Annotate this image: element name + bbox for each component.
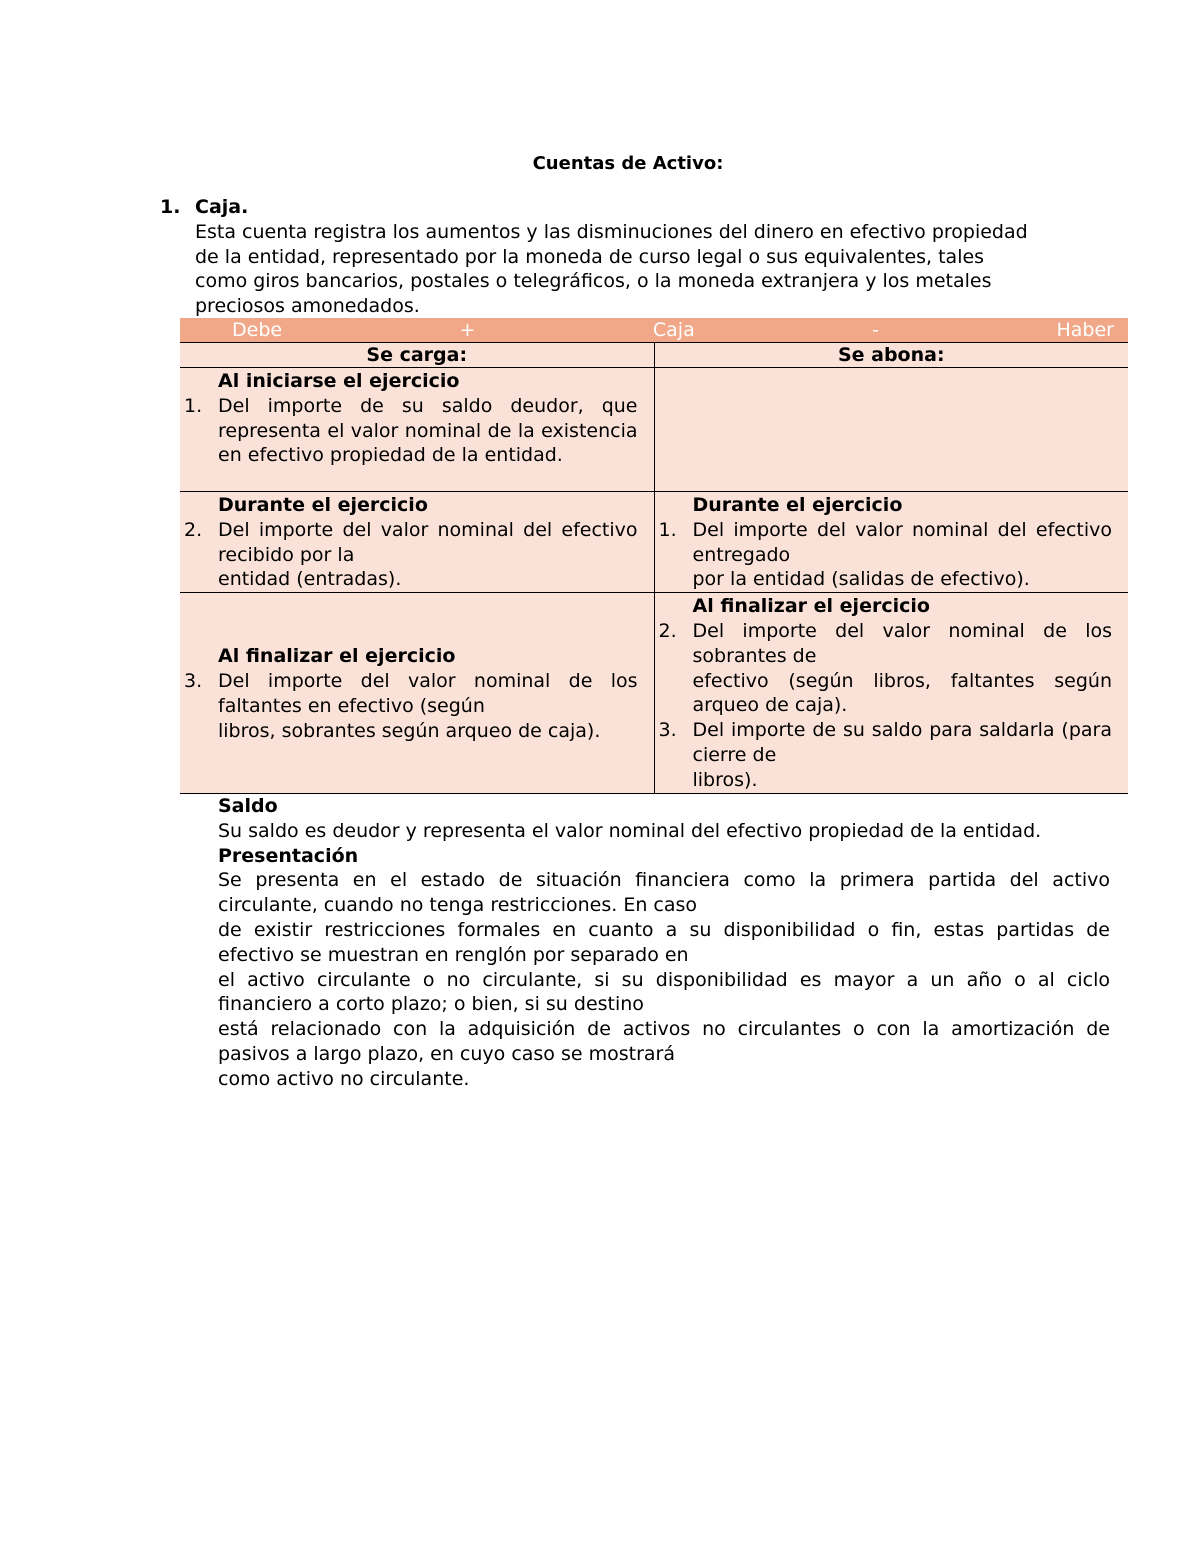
table-row <box>180 593 1128 793</box>
list-item <box>182 394 638 468</box>
item-number: 3. <box>658 719 677 742</box>
cell-title: Al finalizar el ejercicio <box>692 595 930 618</box>
caption-minus: - <box>872 319 880 341</box>
section-number: 1. <box>160 196 181 218</box>
item-text: Del importe del valor nominal de los faltantes en efectivo (según <box>218 669 638 717</box>
item-number: 2. <box>184 518 203 541</box>
empty-cell <box>654 368 1128 492</box>
page-title: Cuentas de Activo: <box>532 153 724 174</box>
item-text: Del importe del valor nominal de los sobrantes de <box>692 619 1112 667</box>
section-caja <box>160 195 1040 319</box>
list-item <box>657 718 1113 792</box>
item-text: libros). <box>692 768 758 791</box>
presentacion-line: de existir restricciones formales en cuanto a su disponibilidad o fin, estas partidas de efectivo se muestran en renglón por separado en <box>218 918 1110 966</box>
t-account-header <box>180 343 1128 368</box>
item-text: Del importe del valor nominal del efectivo entregado <box>692 518 1112 566</box>
item-text: Del importe de su saldo deudor, que representa el valor nominal <box>218 394 638 442</box>
table-row <box>180 368 1128 492</box>
saldo-text: Su saldo es deudor y representa el valor nominal del efectivo propiedad de la entidad. <box>218 819 1042 842</box>
table-row <box>180 492 1128 593</box>
caption-debe: Debe <box>232 319 283 341</box>
t-account-table <box>180 318 1128 794</box>
list-item <box>182 669 638 743</box>
cell-title: Al iniciarse el ejercicio <box>218 370 460 392</box>
item-text: efectivo (según libros, faltantes según arqueo de caja). <box>692 669 1112 717</box>
item-text: por la entidad (salidas de efectivo). <box>692 568 1030 591</box>
presentacion-line: Se presenta en el estado de situación financiera como la primera partida del activo circulante, cuando no tenga restricciones. En caso <box>218 869 1110 917</box>
caption-account-name: Caja <box>652 319 695 341</box>
item-text: Del importe del valor nominal del efectivo recibido por la <box>218 518 638 566</box>
header-se-abona: Se abona: <box>654 343 1128 368</box>
item-number: 3. <box>184 669 203 692</box>
presentacion-line: como activo no circulante. <box>218 1067 470 1090</box>
list-item <box>182 518 638 592</box>
section-name: Caja. <box>195 196 249 218</box>
header-se-carga: Se carga: <box>180 343 654 368</box>
item-number: 1. <box>184 394 203 417</box>
caption-plus: + <box>459 319 476 341</box>
section-intro <box>195 220 1045 319</box>
intro-line: preciosos amonedados. <box>195 295 420 318</box>
item-number: 1. <box>658 518 677 541</box>
presentacion-line: el activo circulante o no circulante, si su disponibilidad es mayor a un año o al ciclo financiero a corto plazo; o bien, si su destino <box>218 968 1110 1016</box>
intro-line: Esta cuenta registra los aumentos y las disminuciones del dinero en efectivo propiedad <box>195 220 1028 243</box>
notes-block <box>218 794 1110 1092</box>
saldo-heading: Saldo <box>218 795 278 817</box>
item-text: Del importe de su saldo para saldarla (para cierre de <box>692 719 1112 766</box>
item-text: libros, sobrantes según arqueo de caja). <box>218 719 601 742</box>
presentacion-line: está relacionado con la adquisición de activos no circulantes o con la amortización de pasivos a largo plazo, en cuyo caso se mostrará <box>218 1018 1110 1065</box>
item-text: entidad (entradas). <box>218 568 402 591</box>
cell-title: Durante el ejercicio <box>218 494 428 516</box>
list-item <box>657 619 1113 718</box>
presentacion-heading: Presentación <box>218 844 359 867</box>
cell-title: Durante el ejercicio <box>692 494 903 516</box>
intro-line: de la entidad, representado por la moneda de curso legal o sus equivalentes, tales <box>195 245 985 268</box>
section-heading <box>160 195 1040 220</box>
list-item <box>657 518 1113 592</box>
caption-haber: Haber <box>1056 319 1114 341</box>
item-text: de la existencia en efectivo propiedad de la entidad. <box>218 419 638 467</box>
cell-title: Al finalizar el ejercicio <box>218 645 456 668</box>
item-number: 2. <box>658 619 677 642</box>
t-account-caption <box>180 318 1128 343</box>
intro-line: como giros bancarios, postales o telegráficos, o la moneda extranjera y los metales <box>195 270 992 293</box>
